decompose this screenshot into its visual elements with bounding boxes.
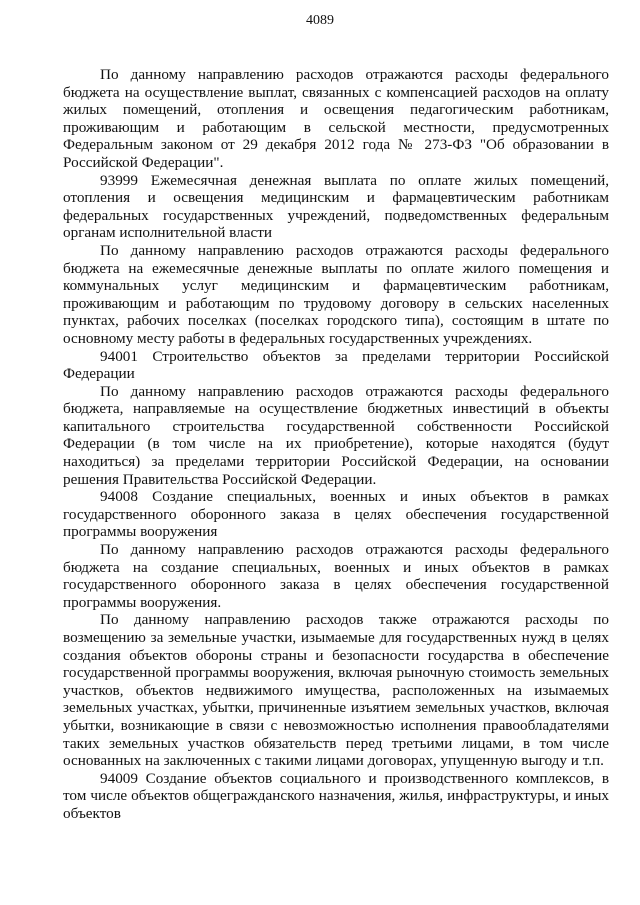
paragraph-land-compensation: По данному направлению расходов также отражаются расходы по возмещению за земельные участки, изымаемые для государственных нужд в целях создания объектов обороны страны и безопасности государства в обеспечение государственной программы вооружения, включая рыночную стоимость земельных участков, объектов недвижимого имущества, расположенных на изымаемых земельных участках, убытки, причиненные изъятием земельных участков, включая убытки, возникающие в связи с невозможностью исполнения правообладателями таких земельных участков обязательств перед третьими лицами, в том числе основанных на заключенных с такими лицами договорах, упущенную выгоду и т.п. (63, 611, 609, 770)
code-number: 94001 (100, 347, 138, 365)
paragraph-medical-workers: По данному направлению расходов отражаются расходы федерального бюджета на ежемесячные денежные выплаты по оплате жилого помещения и коммунальных услуг медицинским и фармацевтическим работникам, проживающим и работающим по трудовому договору в сельских населенных пунктах, рабочих поселках (поселках городского типа), состоящим в штате по основному месту работы в федеральных государственных учреждениях. (63, 241, 609, 347)
heading-title: Строительство объектов за пределами территории Российской Федерации (63, 347, 610, 383)
document-body (63, 66, 609, 823)
paragraph-compensation-teachers: По данному направлению расходов отражаются расходы федерального бюджета на осуществление выплат, связанных с компенсацией расходов на оплату жилых помещений, отопления и освещения педагогическим работникам, проживающим и работающим в сельской местности, предусмотренных Федеральным законом от 29 декабря 2012 года № 273-ФЗ "Об образовании в Российской Федерации". (63, 66, 609, 171)
heading-93999 (63, 172, 609, 242)
paragraph-defense-objects: По данному направлению расходов отражаются расходы федерального бюджета на создание специальных, военных и иных объектов в рамках государственного оборонного заказа в целях обеспечения государственной программы вооружения. (63, 541, 609, 611)
heading-94009 (63, 770, 609, 823)
code-number: 94008 (100, 488, 138, 506)
heading-94001 (63, 348, 609, 383)
heading-title: Ежемесячная денежная выплата по оплате жилых помещений, отопления и освещения медицинским и фармацевтическим работникам федеральных государственных учреждений, подведомственных федеральным органам исполнительной власти (63, 171, 610, 242)
heading-94008 (63, 488, 609, 541)
heading-title: Создание специальных, военных и иных объектов в рамках государственного оборонного заказа в целях обеспечения государственной программы вооружения (63, 488, 610, 541)
page-number: 4089 (306, 13, 334, 28)
code-number: 93999 (100, 171, 138, 189)
heading-title: Создание объектов социального и производственного комплексов, в том числе объектов общегражданского назначения, жилья, инфраструктуры, и иных объектов (63, 769, 609, 822)
paragraph-foreign-construction: По данному направлению расходов отражаются расходы федерального бюджета, направляемые на осуществление бюджетных инвестиций в объекты капитального строительства государственной собственности Российской Федерации (в том числе на их приобретение), которые находятся (будут находиться) за пределами территории Российской Федерации, на основании решения Правительства Российской Федерации. (63, 382, 609, 488)
code-number: 94009 (100, 769, 138, 787)
